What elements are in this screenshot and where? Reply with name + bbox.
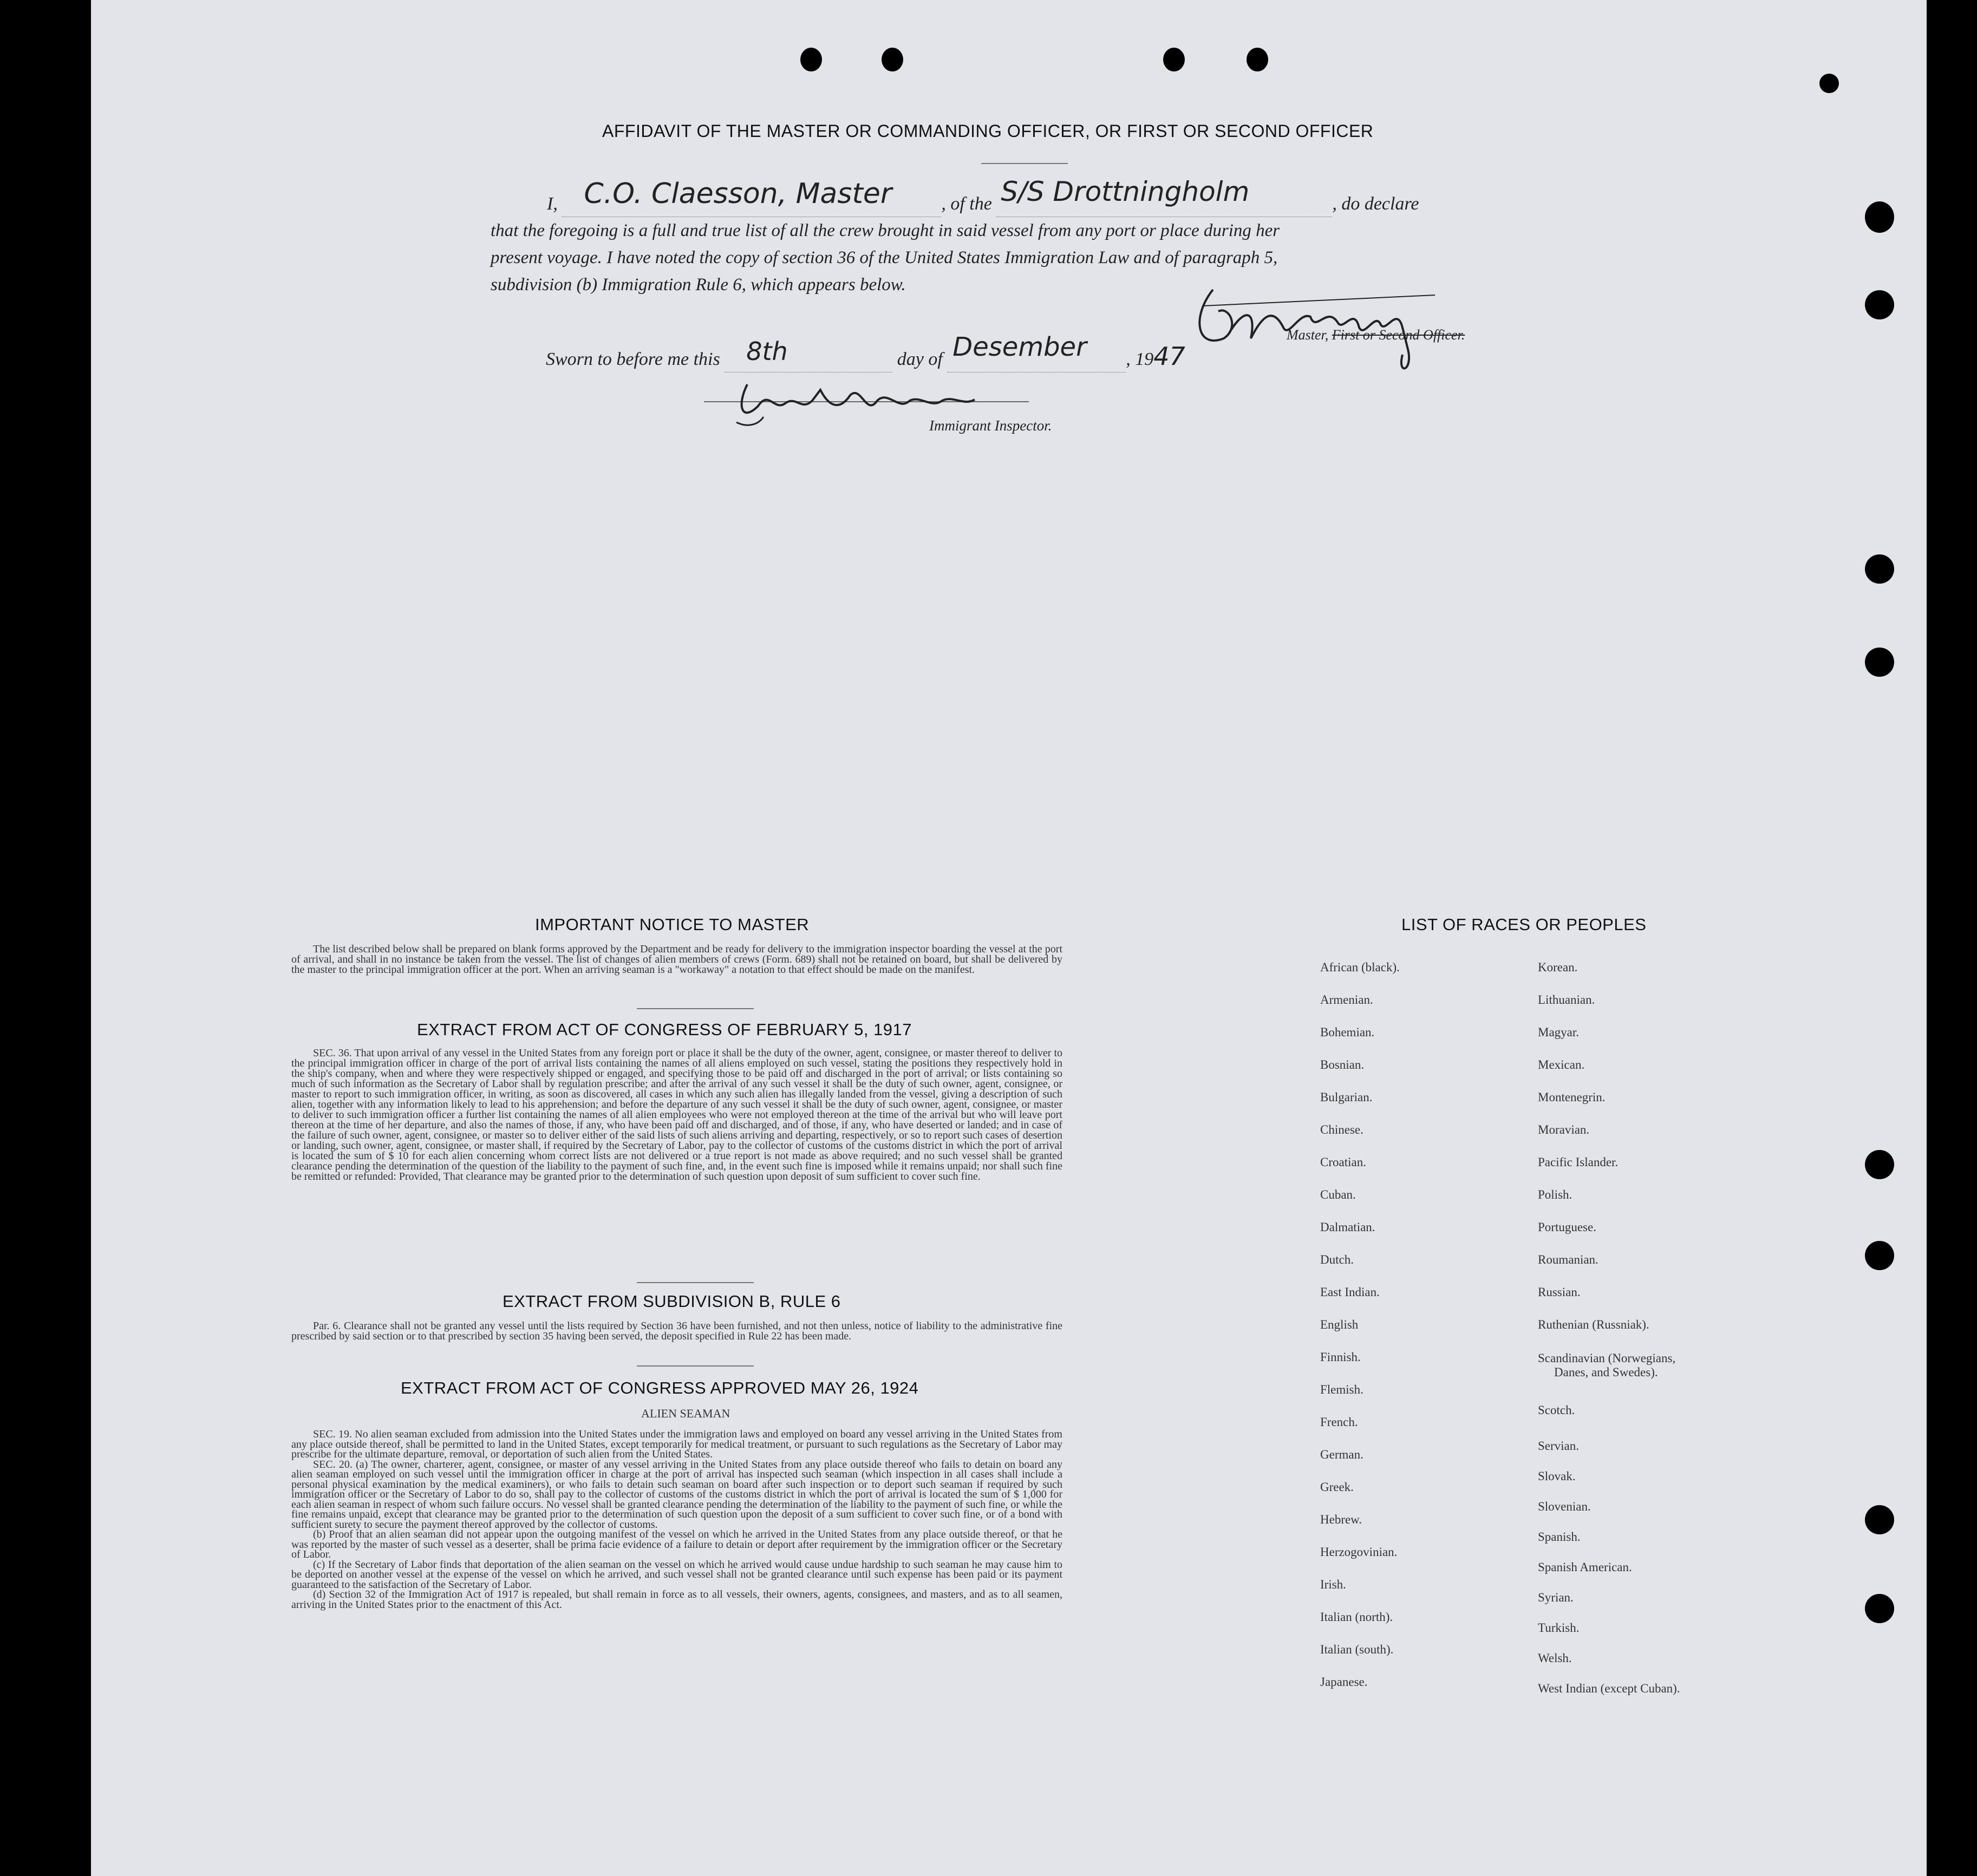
extract3-p3: (b) Proof that an alien seaman did not appear upon the outgoing manifest of the vessel on which he arrived in the United States from any place outside thereof, or that he was reported by the master of such vessel as a deserter, shall be prima facie evidence of a failure to detain or deport after requirement by the immigration officer or the Secretary of Labor. (291, 1528, 1062, 1560)
sworn-month: Desember (952, 332, 1087, 362)
notice-title: IMPORTANT NOTICE TO MASTER (535, 915, 810, 934)
line1-prefix: I, (547, 194, 558, 214)
race-item: Herzogovinian. (1320, 1545, 1398, 1559)
sworn-prefix: Sworn to before me this (546, 349, 720, 369)
race-item: Lithuanian. (1538, 993, 1595, 1006)
extract3-p5: (d) Section 32 of the Immigration Act of 1917 is repealed, but shall remain in force as to all vessels, their owners, agents, consignees, and masters, and as to all seamen, arriving in the United States prior to the enactment of this Act. (291, 1589, 1062, 1611)
race-item: Italian (south). (1320, 1643, 1394, 1656)
race-item: Roumanian. (1538, 1253, 1598, 1266)
race-item: Scotch. (1538, 1403, 1575, 1417)
race-item: Bosnian. (1320, 1058, 1365, 1071)
sworn-day: 8th (746, 337, 788, 366)
race-item: Irish. (1320, 1578, 1346, 1591)
divider (637, 1282, 754, 1283)
race-item: Armenian. (1320, 993, 1373, 1006)
punch-hole (1819, 74, 1839, 93)
title-divider (981, 163, 1068, 164)
divider (637, 1365, 754, 1367)
master-name: C.O. Claesson, Master (584, 178, 892, 210)
race-item: German. (1320, 1448, 1363, 1461)
extract3-p4: (c) If the Secretary of Labor finds that deportation of the alien seaman on the vessel on which he arrived would cause undue hardship to such seaman he may cause him to be deported on another vessel at the expense of the vessel on which he arrived, and such vessel shall not be granted clearance until such expense has been paid or its payment guaranteed to the satisfaction of the Secretary of Labor. (291, 1558, 1062, 1591)
race-item: Mexican. (1538, 1058, 1585, 1071)
extract3-p1: SEC. 19. No alien seaman excluded from admission into the United States under the immigration laws and employed on board any vessel arriving in the United States from any place outside thereof, shall be permitted to land in the United States, except temporarily for medical treatment, or pursuant to such regulations as the Secretary of Labor may prescribe for the ultimate departure, removal, or deportation of such alien from the United States. (291, 1428, 1062, 1460)
sworn-mid: day of (897, 349, 943, 369)
race-item: Portuguese. (1538, 1220, 1596, 1234)
race-item: Pacific Islander. (1538, 1155, 1619, 1169)
master-title-line (1287, 322, 1465, 348)
race-item: Japanese. (1320, 1675, 1368, 1689)
race-item: Bohemian. (1320, 1025, 1375, 1039)
affidavit-title: AFFIDAVIT OF THE MASTER OR COMMANDING OFFICER, OR FIRST OR SECOND OFFICER (602, 121, 1374, 141)
extract2-title: EXTRACT FROM SUBDIVISION B, RULE 6 (503, 1292, 841, 1311)
punch-hole (1163, 48, 1185, 71)
extract3-p2: SEC. 20. (a) The owner, charterer, agent, consignee, or master of any vessel arriving in the United States from any place outside thereof who fails to detain on board any alien seaman employed on such vessel until the immigration officer in charge at the port of arrival has inspected such seaman (which inspection in all cases shall include a personal physical examination by the medical examiners), or who fails to detain such seaman on board after such inspection or to deport such seaman if required by such immigration officer or the Secretary of Labor to do so, shall pay to the collector of customs of the customs district in which the port of arrival is located the sum of $ 1,000 for each alien seaman in respect of whom such failure occurs. No vessel shall be granted clearance pending the determination of the liability to the payment of such fine, or while the fine remains unpaid, except that clearance may be granted prior to the determination of such question upon the deposit of a sum sufficient to cover such fine, or of a bond with sufficient surety to secure the payment thereof approved by the collector of customs. (291, 1458, 1062, 1531)
inspector-label: Immigrant Inspector. (929, 417, 1052, 434)
extract1-block (291, 1048, 1062, 1182)
affidavit-line-3: present voyage. I have noted the copy of section 36 of the United States Immigration Law and of paragraph 5, (491, 248, 1278, 267)
race-item: Montenegrin. (1538, 1090, 1606, 1104)
punch-hole (800, 48, 822, 71)
punch-hole (1865, 201, 1894, 233)
race-item: Greek. (1320, 1480, 1354, 1494)
race-item: Korean. (1538, 960, 1578, 974)
sworn-year-prefix: , 19 (1126, 349, 1154, 369)
race-item: West Indian (except Cuban). (1538, 1682, 1680, 1695)
punch-hole (1865, 1594, 1894, 1623)
vessel-name-field (996, 176, 1332, 217)
extract3-block (291, 1429, 1062, 1610)
race-item: English (1320, 1318, 1359, 1331)
master-name-field (562, 178, 941, 217)
race-item: Slovak. (1538, 1469, 1576, 1483)
race-item: Turkish. (1538, 1621, 1580, 1635)
race-item: Dutch. (1320, 1253, 1354, 1266)
affidavit-line-2: that the foregoing is a full and true list of all the crew brought in said vessel from any port or place during her (491, 221, 1280, 240)
punch-hole (1865, 554, 1894, 584)
master-label: Master, (1287, 327, 1329, 343)
punch-hole (1865, 1505, 1894, 1534)
notice-text-block (291, 944, 1062, 975)
extract3-title: EXTRACT FROM ACT OF CONGRESS APPROVED MAY 26, 1924 (401, 1378, 919, 1397)
race-item: Moravian. (1538, 1123, 1590, 1136)
punch-hole (1865, 1241, 1894, 1270)
race-item: Finnish. (1320, 1350, 1361, 1364)
punch-hole (1865, 648, 1894, 677)
race-item: Spanish. (1538, 1530, 1581, 1544)
punch-hole (1865, 1150, 1894, 1179)
race-item: Polish. (1538, 1188, 1573, 1201)
race-item: African (black). (1320, 960, 1400, 974)
divider (637, 1008, 754, 1009)
sworn-line (546, 332, 1304, 372)
race-item: Croatian. (1320, 1155, 1366, 1169)
affidavit-line-1 (547, 176, 1511, 217)
line1-mid: , of the (941, 194, 992, 214)
race-item: Servian. (1538, 1439, 1580, 1453)
race-item: Hebrew. (1320, 1513, 1362, 1526)
race-item: French. (1320, 1415, 1358, 1429)
extract3-subtitle: ALIEN SEAMAN (641, 1407, 730, 1420)
struck-officer-label: First or Second Officer. (1332, 327, 1465, 343)
punch-hole (882, 48, 903, 71)
race-item: Chinese. (1320, 1123, 1363, 1136)
extract2-block (291, 1321, 1062, 1342)
race-item: East Indian. (1320, 1285, 1380, 1299)
race-item: Magyar. (1538, 1025, 1580, 1039)
extract1-title: EXTRACT FROM ACT OF CONGRESS OF FEBRUARY 5, 1917 (417, 1020, 912, 1039)
punch-hole (1865, 290, 1894, 319)
sworn-year: 47 (1153, 342, 1185, 371)
race-item: Welsh. (1538, 1651, 1572, 1665)
race-item: Bulgarian. (1320, 1090, 1373, 1104)
punch-hole (1247, 48, 1268, 71)
vessel-name: S/S Drottningholm (1001, 176, 1250, 207)
races-title: LIST OF RACES OR PEOPLES (1401, 915, 1647, 934)
race-item: Danes, and Swedes). (1554, 1365, 1658, 1379)
extract1-text: SEC. 36. That upon arrival of any vessel in the United States from any foreign port or place it shall be the duty of the owner, agent, consignee, or master thereof to deliver to the principal immigration officer in charge of the port of arrival lists containing the names of all aliens employed on such vessel, stating the positions they respectively hold in the ship's company, when and where they were respectively shipped or engaged, and specifying those to be paid off and discharged in the port of arrival; or lists containing so much of such information as the Secretary of Labor shall by regulation prescribe; and after the arrival of any such vessel it shall be the duty of such owner, agent, consignee, or master to report to such immigration officer, in writing, as soon as discovered, all cases in which any such alien has illegally landed from the vessel, giving a description of such alien, together with any information likely to lead to his apprehension; and before the departure of any such vessel it shall be the duty of such owner, agent, consignee, or master to deliver to such immigration officer a further list containing the names of all alien employees who were not employed thereon at the time of the arrival but who will leave port thereon at the time of her departure, and also the names of those, if any, who have been paid off and discharged, and of those, if any, who have deserted or landed; and in case of the failure of such owner, agent, consignee, or master so to deliver either of the said lists of such aliens arriving and departing, respectively, or so to report such cases of desertion or landing, such owner, agent, consignee, or master shall, if required by the Secretary of Labor, pay to the collector of customs of the customs district in which the port of arrival is located the sum of $ 10 for each alien concerning whom correct lists are not delivered or a true report is not made as above required; and no such vessel shall be granted clearance pending the determination of the question of the liability to the payment of such fine, and, in the event such fine is imposed while it remains unpaid; nor shall such fine be remitted or refunded: Provided, That clearance may be granted prior to the determination of such question upon deposit of sum sufficient to cover such fine. (291, 1047, 1062, 1182)
race-item: Flemish. (1320, 1383, 1363, 1396)
race-item: Russian. (1538, 1285, 1581, 1299)
race-item: Scandinavian (Norwegians, (1538, 1351, 1676, 1365)
race-item: Spanish American. (1538, 1560, 1632, 1574)
sworn-month-field (947, 332, 1126, 372)
sworn-day-field (725, 337, 892, 372)
race-item: Dalmatian. (1320, 1220, 1375, 1234)
race-item: Italian (north). (1320, 1610, 1393, 1624)
notice-text: The list described below shall be prepared on blank forms approved by the Department and be ready for delivery to the immigration inspector boarding the vessel at the port of arrival, and shall in no instance be taken from the vessel. The list of changes of alien members of crews (Form. 689) shall not be retained on board, but shall be delivered by the master to the principal immigration officer at the port. When an arriving seaman is a "workaway" a notation to that effect should be made on the manifest. (291, 943, 1062, 976)
race-item: Cuban. (1320, 1188, 1356, 1201)
race-item: Slovenian. (1538, 1500, 1591, 1513)
race-item: Syrian. (1538, 1591, 1574, 1604)
line1-suffix: , do declare (1332, 194, 1419, 214)
affidavit-line-4: subdivision (b) Immigration Rule 6, which appears below. (491, 275, 906, 295)
race-item: Ruthenian (Russniak). (1538, 1318, 1649, 1331)
extract2-text: Par. 6. Clearance shall not be granted any vessel until the lists required by Section 36 have been furnished, and not then unless, notice of liability to the administrative fine prescribed by said section or to that prescribed by section 35 having been served, the deposit specified in Rule 22 has been made. (291, 1320, 1062, 1342)
